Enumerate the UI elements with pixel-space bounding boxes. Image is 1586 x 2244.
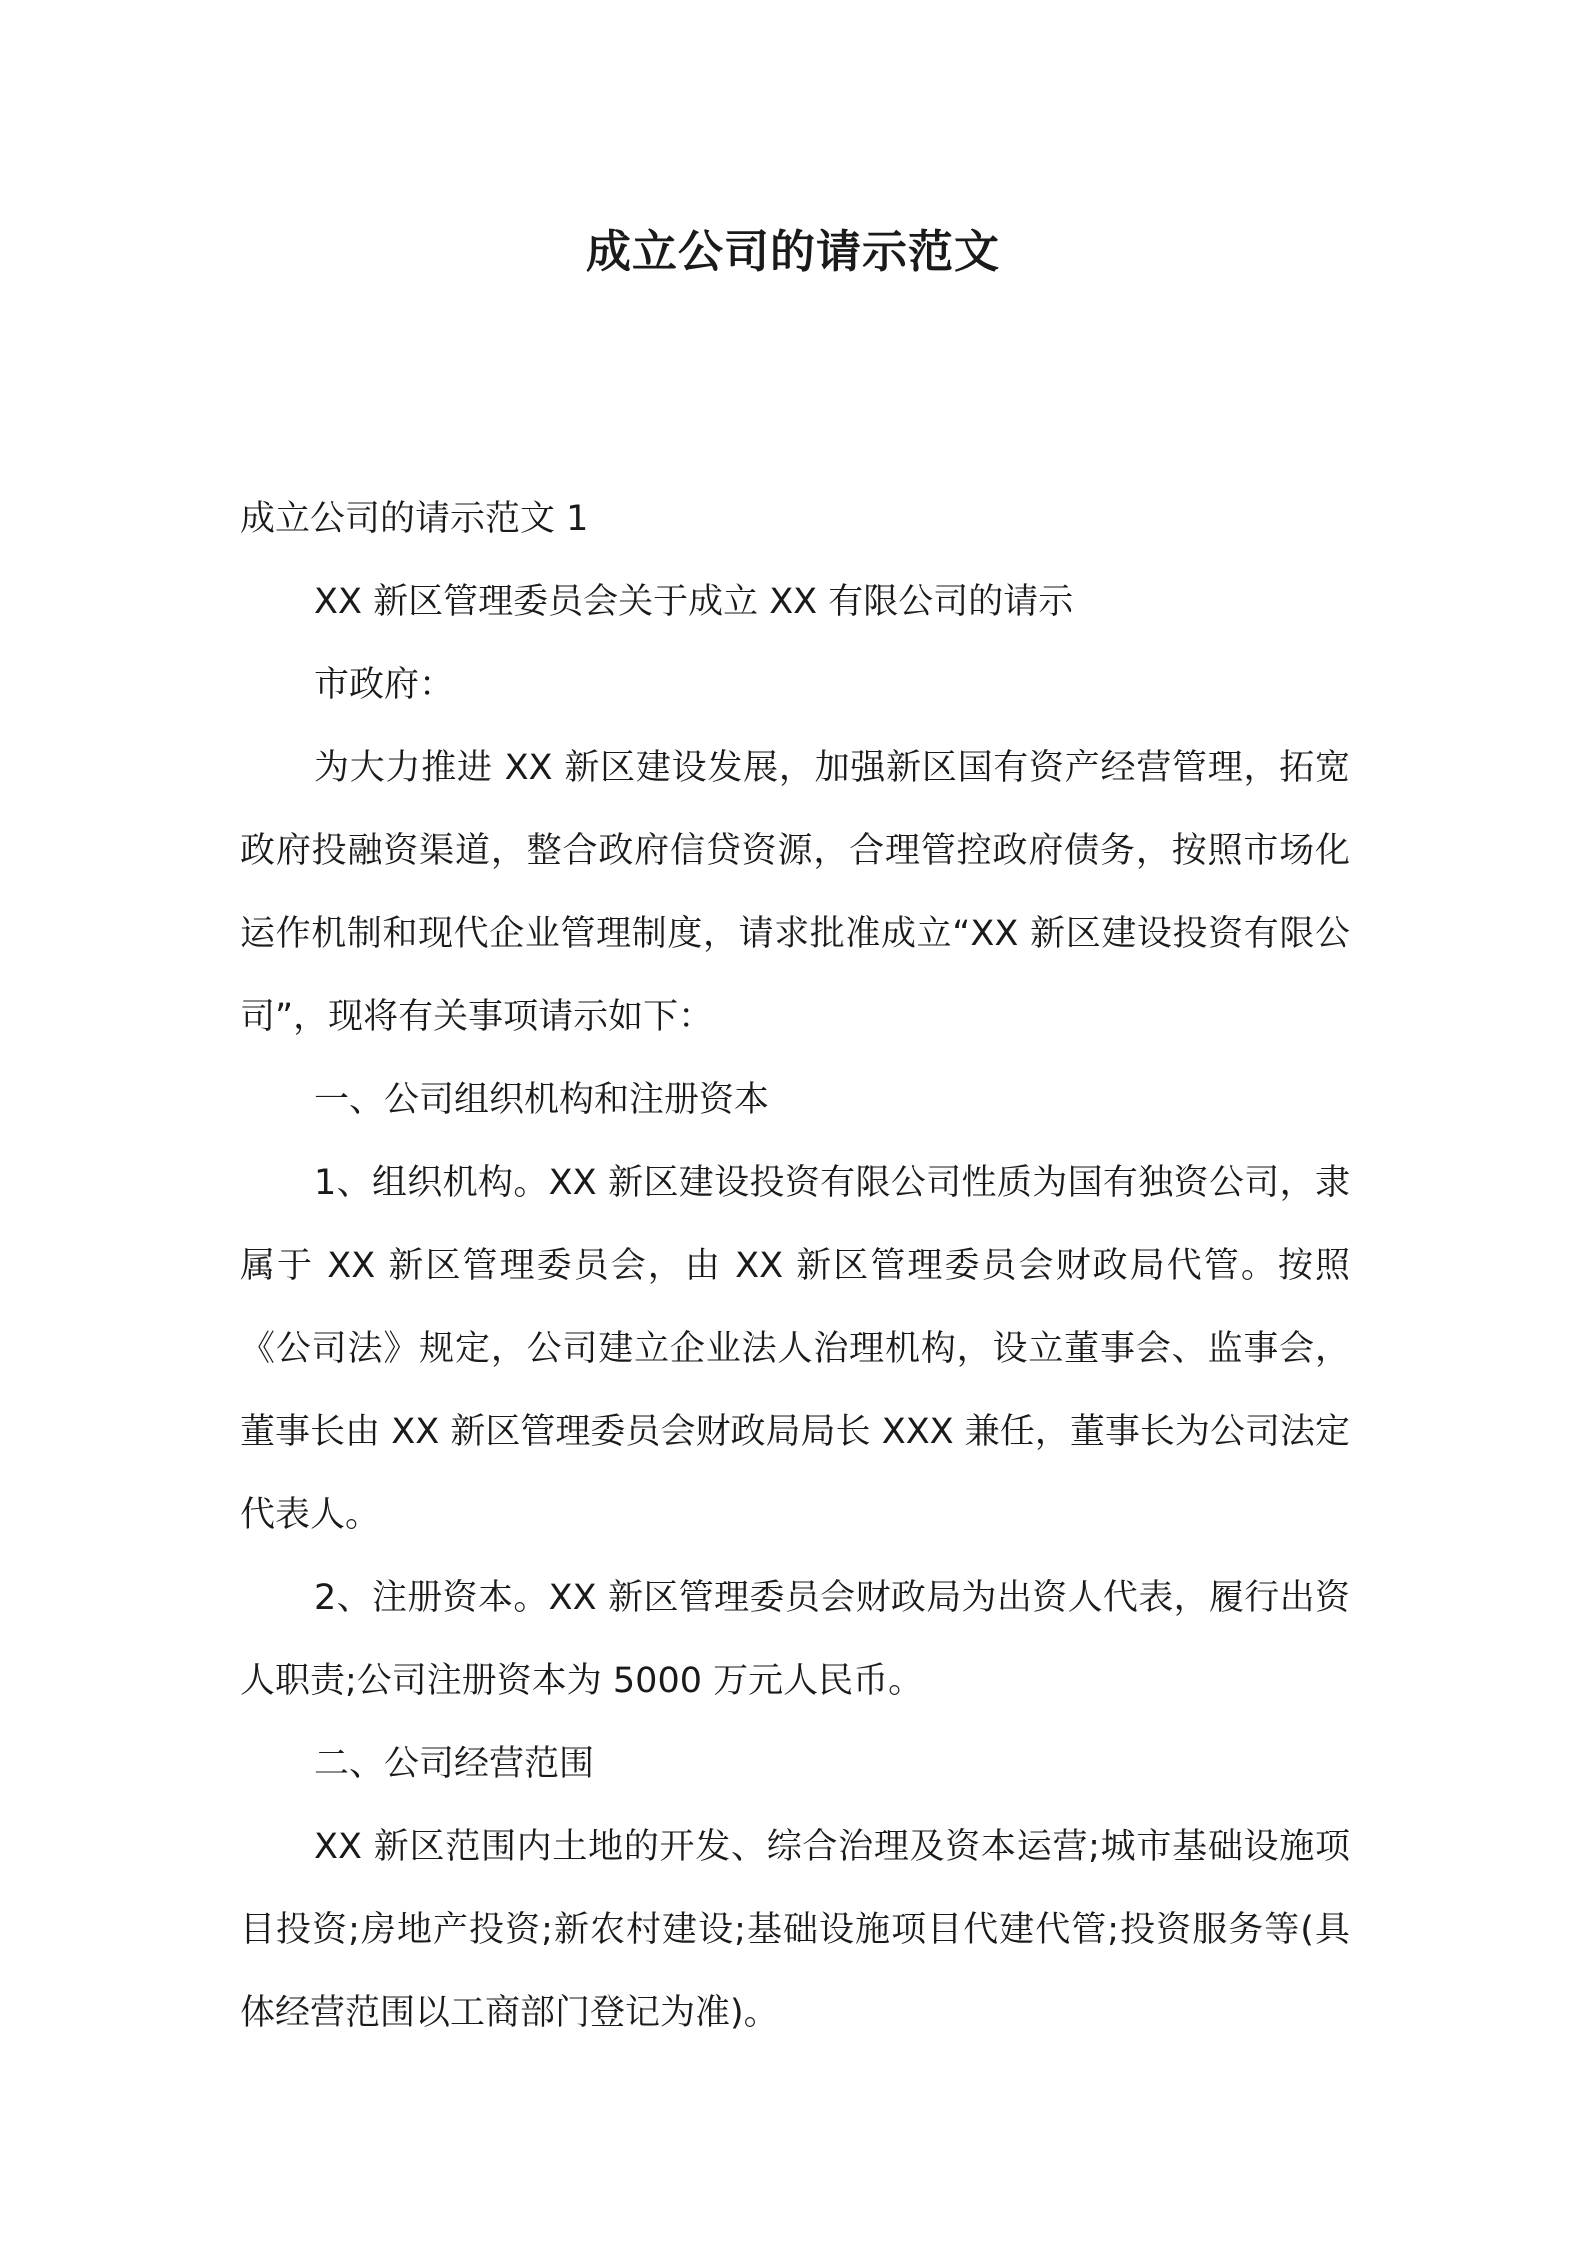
salutation: 市政府： bbox=[314, 665, 455, 705]
document-title: 成立公司的请示范文 bbox=[585, 225, 1000, 278]
body-paragraph: XX 新区范围内土地的开发、综合治理及资本运营;城市基础设施项目投资;房地产投资;新农村建设;基础设施项目代建代管;投资服务等(具体经营范围以工商部门登记为准)。 bbox=[240, 1827, 1350, 2033]
subheading: 一、公司组织机构和注册资本 bbox=[314, 1080, 770, 1120]
document-body bbox=[240, 478, 1350, 2055]
body-paragraph: 1、组织机构。XX 新区建设投资有限公司性质为国有独资公司，隶属于 XX 新区管理委员会，由 XX 新区管理委员会财政局代管。按照《公司法》规定，公司建立企业法人治理机构，设立董事会、监事会，董事长由 XX 新区管理委员会财政局局长 XXX 兼任，董事长为公司法定代表人。 bbox=[240, 1163, 1350, 1535]
subheading: 二、公司经营范围 bbox=[314, 1744, 595, 1784]
request-subject: XX 新区管理委员会关于成立 XX 有限公司的请示 bbox=[314, 582, 1074, 622]
body-paragraph: 为大力推进 XX 新区建设发展，加强新区国有资产经营管理，拓宽政府投融资渠道，整合政府信贷资源，合理管控政府债务，按照市场化运作机制和现代企业管理制度，请求批准成立“XX 新区建设投资有限公司”，现将有关事项请示如下： bbox=[240, 748, 1350, 1037]
section-heading: 成立公司的请示范文 1 bbox=[240, 499, 589, 539]
body-paragraph: 2、注册资本。XX 新区管理委员会财政局为出资人代表，履行出资人职责;公司注册资本为 5000 万元人民币。 bbox=[240, 1578, 1350, 1701]
